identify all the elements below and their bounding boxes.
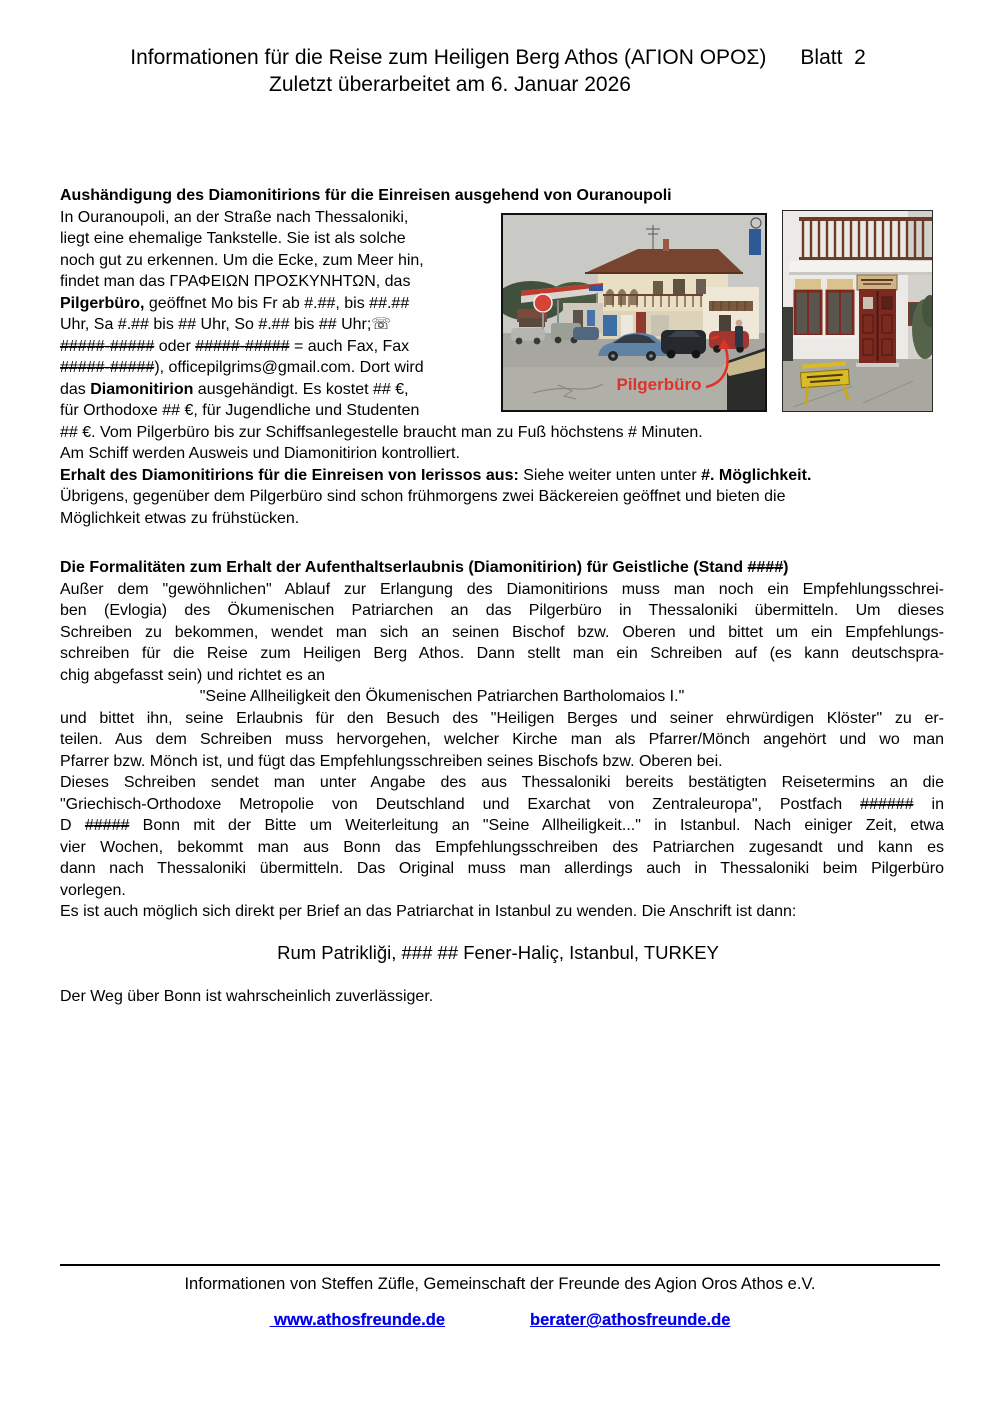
footer-info: Informationen von Steffen Züfle, Gemeinschaft der Freunde des Agion Oros Athos e.V.: [184, 1275, 816, 1293]
text-line: schreiben für die Reise zum Heiligen Berg Athos. Dann stellt man ein Schreiben auf (es kann deutschspra-: [60, 645, 944, 662]
text-line: #####-#####), officepilgrims@gmail.com. Dort wird: [60, 359, 424, 376]
text-line: Pilgerbüro, geöffnet Mo bis Fr ab #.##, bis ##.##: [60, 294, 410, 312]
page-header: [0, 0, 996, 98]
text-line: das Diamonitirion ausgehändigt. Es kostet ## €,: [60, 380, 409, 398]
photo-pilgerbuero-entrance: [782, 210, 933, 412]
page-title: [0, 44, 996, 71]
text-line: Uhr, Sa #.## bis ## Uhr, So #.## bis ## Uhr;☏: [60, 316, 392, 333]
photo-entrance-illustration: [783, 211, 932, 411]
page-subtitle: Zuletzt überarbeitet am 6. Januar 2026: [269, 73, 631, 96]
text-line: Es ist auch möglich sich direkt per Brief an das Patriarchat in Istanbul zu wenden. Die Anschrift ist dann:: [60, 903, 797, 920]
footer-divider: [60, 1264, 940, 1266]
page-title-text: Informationen für die Reise zum Heiligen Berg Athos (ΑΓΙΟΝ ΟΡΟΣ): [130, 46, 767, 69]
text-line: Schreiben zu bekommen, wendet man sich an seinen Bischof bzw. Oberen und bittet um ein Empfehlungs-: [60, 623, 944, 641]
section2: [60, 557, 944, 923]
text-line: für Orthodoxe ## €, für Jugendliche und Studenten: [60, 402, 420, 419]
text-line: ben (Evlogia) des Ökumenischen Patriarchen an das Pilgerbüro in Thessaloniki übermitteln. Um dieses: [60, 602, 944, 619]
text-line: Möglichkeit etwas zu frühstücken.: [60, 509, 300, 527]
text-line: Dieses Schreiben sendet man unter Angabe des aus Thessaloniki bereits bestätigten Reisetermins an die: [60, 774, 944, 791]
section2-heading: [60, 557, 944, 579]
section1-fullwidth-text: [60, 422, 944, 530]
text-line: liegt eine ehemalige Tankstelle. Sie ist als solche: [60, 230, 406, 247]
photo-street-illustration: [503, 215, 765, 410]
text-line: vorlegen.: [60, 881, 126, 899]
photo-pilgerbuero-street: [501, 213, 767, 412]
text-line: D ##### Bonn mit der Bitte um Weiterleitung an "Seine Allheiligkeit..." in Istanbul. Nach einiger Zeit, etwa: [60, 817, 945, 834]
text-line: vier Wochen, bekommt man aus Bonn das Empfehlungsschreiben des Patriarchen zugesandt und kann es: [60, 838, 944, 856]
footer-links: [60, 1311, 940, 1330]
text-line: und bittet ihn, seine Erlaubnis für den Besuch des "Heiligen Berges und seiner ehrwürdigen Klöster" zu er-: [60, 709, 944, 727]
text-line: #####-##### oder #####-##### = auch Fax, Fax: [60, 337, 410, 355]
text-line: Erhalt des Diamonitirions für die Einreisen von Ierissos aus: Siehe weiter unten unter #. Möglichkeit.: [60, 466, 812, 484]
text-line: Übrigens, gegenüber dem Pilgerbüro sind schon frühmorgens zwei Bäckereien geöffnet und bieten die: [60, 488, 786, 505]
page-footer: [60, 1264, 940, 1330]
photo-label-pilgerbuero: Pilgerbüro: [616, 375, 702, 394]
patriarchate-address: Rum Patrikliği, ### ## Fener-Haliç, Istanbul, TURKEY: [277, 941, 719, 963]
text-line: findet man das ΓΡΑΦΕΙΩΝ ΠΡΟΣΚΥΝΗΤΩΝ, das: [60, 273, 411, 290]
text-line: noch gut zu erkennen. Um die Ecke, zum Meer hin,: [60, 251, 424, 269]
closing-remark: Der Weg über Bonn ist wahrscheinlich zuverlässiger.: [60, 987, 434, 1005]
email-link[interactable]: berater@athosfreunde.de: [530, 1311, 731, 1329]
text-line: Die Formalitäten zum Erhalt der Aufenthaltserlaubnis (Diamonitirion) für Geistliche (Stand ####): [60, 559, 789, 576]
text-line: teilen. Aus dem Schreiben muss hervorgehen, welcher Kirche man als Pfarrer/Mönch angehört und wo man: [60, 731, 944, 748]
text-line: In Ouranoupoli, an der Straße nach Thessaloniki,: [60, 208, 409, 226]
text-line: dann nach Thessaloniki übermitteln. Das Original muss man allerdings auch in Thessaloniki beim Pilgerbüro: [60, 860, 944, 877]
text-line: Pfarrer bzw. Mönch ist, und fügt das Empfehlungsschreiben seines Bischofs bzw. Oberen bei.: [60, 752, 723, 770]
text-line: Außer dem "gewöhnlichen" Ablauf zur Erlangung des Diamonitirions muss man noch ein Empfehlungsschrei-: [60, 580, 944, 598]
website-link[interactable]: www.athosfreunde.de: [269, 1311, 446, 1329]
section1-column-text: [60, 207, 502, 422]
text-line: "Griechisch-Orthodoxe Metropolie von Deutschland und Exarchat von Zentraleuropa", Postfach ###### in: [60, 795, 944, 813]
section2-text: [60, 579, 944, 923]
section1-heading: Aushändigung des Diamonitirions für die Einreisen ausgehend von Ouranoupoli: [60, 187, 672, 204]
text-line: chig abgefasst sein) und richtet es an: [60, 666, 326, 684]
text-line: "Seine Allheiligkeit den Ökumenischen Patriarchen Bartholomaios I.": [199, 688, 685, 705]
text-line: Am Schiff werden Ausweis und Diamonitirion kontrolliert.: [60, 445, 460, 462]
sheet-number: Blatt 2: [800, 46, 866, 69]
text-line: ## €. Vom Pilgerbüro bis zur Schiffsanlegestelle braucht man zu Fuß höchstens # Minuten.: [60, 423, 703, 441]
